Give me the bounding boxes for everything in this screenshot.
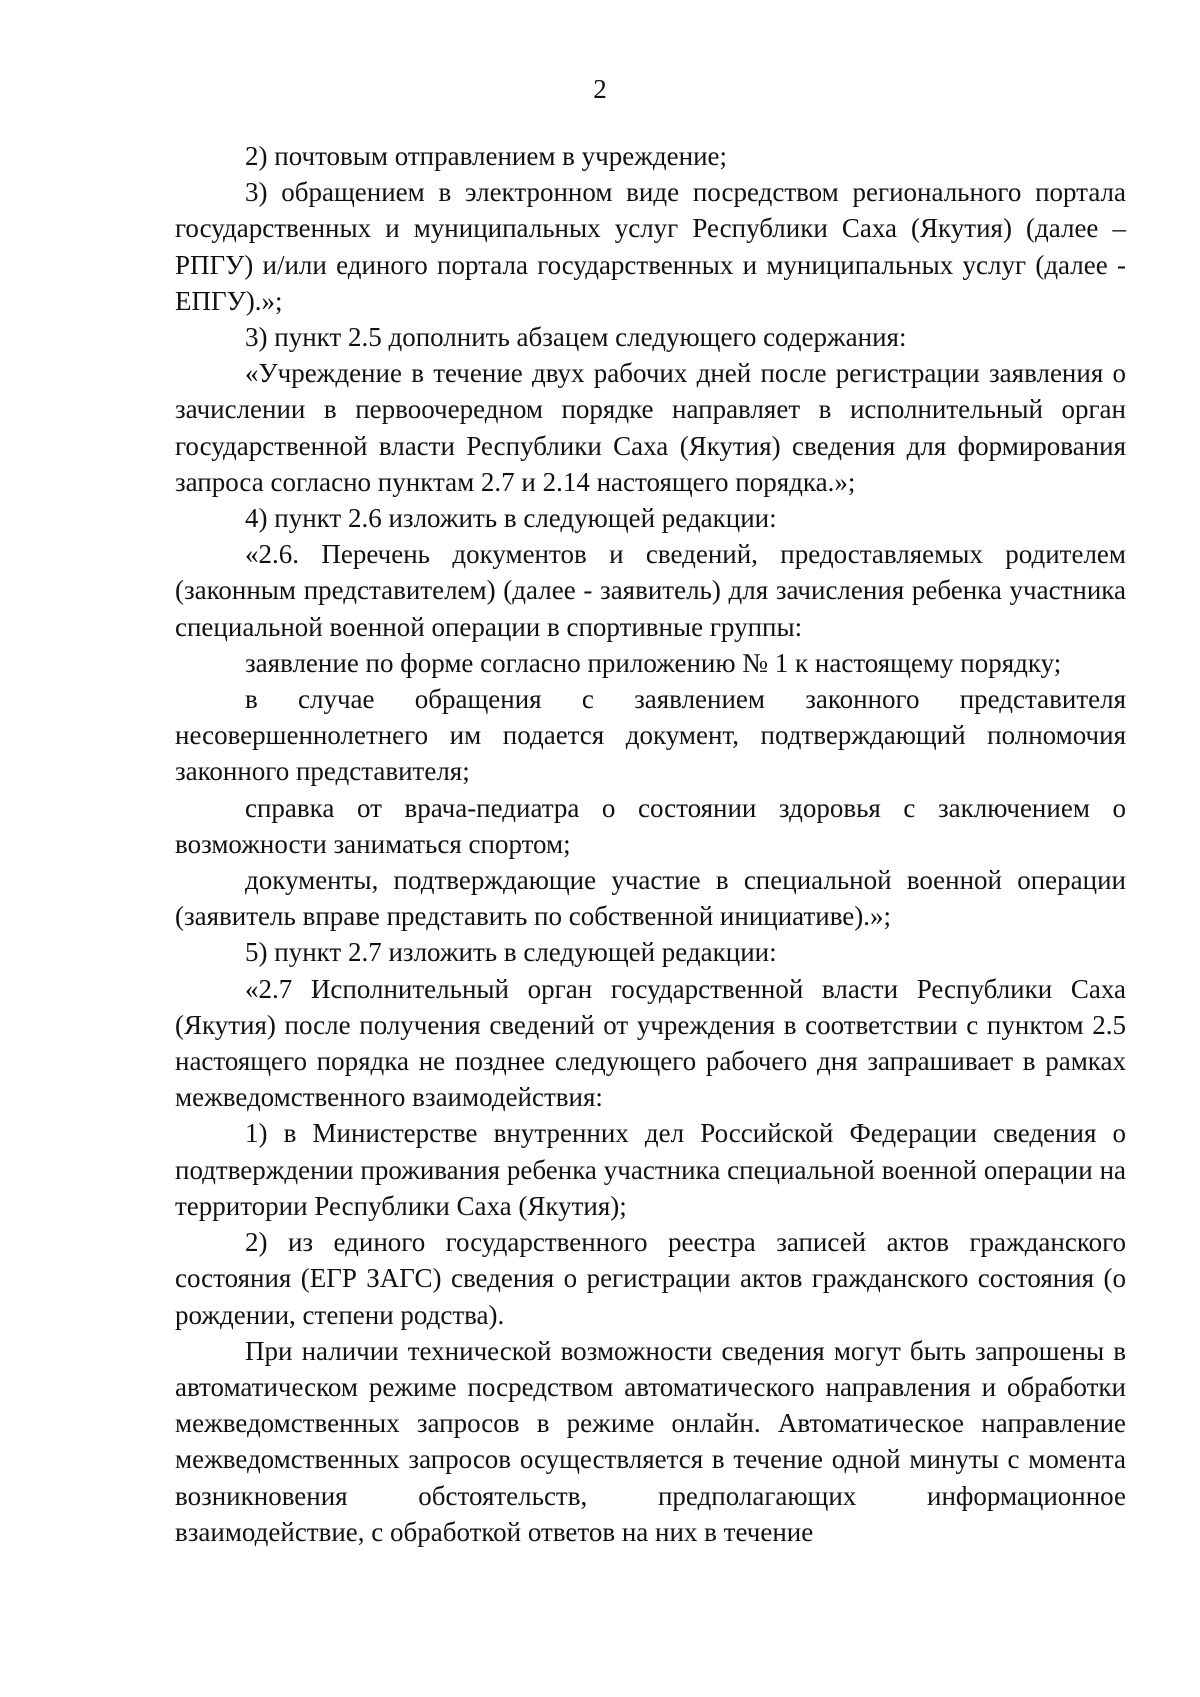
- paragraph: 3) пункт 2.5 дополнить абзацем следующего содержания:: [245, 322, 907, 353]
- paragraph: 5) пункт 2.7 изложить в следующей редакции:: [245, 937, 777, 968]
- paragraph: справка от врача-педиатра о состоянии здоровья с заключением о возможности заниматься спортом;: [175, 792, 1126, 859]
- paragraph: документы, подтверждающие участие в специальной военной операции (заявитель вправе представить по собственной инициативе).»;: [175, 865, 1126, 932]
- paragraph: 1) в Министерстве внутренних дел Российской Федерации сведения о подтверждении проживания ребенка участника специальной военной операции на территории Республики Саха (Якутия);: [175, 1118, 1126, 1221]
- page-number: 2: [593, 74, 607, 104]
- paragraph: 4) пункт 2.6 изложить в следующей редакции:: [245, 503, 777, 534]
- paragraph: заявление по форме согласно приложению № 1 к настоящему порядку;: [245, 647, 1062, 678]
- paragraph: При наличии технической возможности сведения могут быть запрошены в автоматическом режиме посредством автоматического направления и обработки межведомственных запросов в режиме онлайн. Автоматическое направление межведомственных запросов осуществляется в течение одной минуты с момента возникновения обстоятельств, предполагающих информационное взаимодействие, с обработкой ответов на них в течение: [175, 1335, 1126, 1547]
- paragraph: 2) из единого государственного реестра записей актов гражданского состояния (ЕГР ЗАГС) сведения о регистрации актов гражданского состояния (о рождении, степени родства).: [175, 1227, 1126, 1330]
- paragraph: в случае обращения с заявлением законного представителя несовершеннолетнего им подается документ, подтверждающий полномочия законного представителя;: [175, 684, 1126, 787]
- paragraph: 2) почтовым отправлением в учреждение;: [245, 141, 728, 171]
- paragraph: 3) обращением в электронном виде посредством регионального портала государственных и муниципальных услуг Республики Саха (Якутия) (далее – РПГУ) и/или единого портала государственных и муниципальных услуг (далее - ЕПГУ).»;: [175, 177, 1126, 316]
- document-body: [175, 138, 1126, 1550]
- paragraph: «2.6. Перечень документов и сведений, предоставляемых родителем (законным представителем) (далее - заявитель) для зачисления ребенка участника специальной военной операции в спортивные группы:: [175, 539, 1126, 642]
- paragraph: «Учреждение в течение двух рабочих дней после регистрации заявления о зачислении в первоочередном порядке направляет в исполнительный орган государственной власти Республики Саха (Якутия) сведения для формирования запроса согласно пунктам 2.7 и 2.14 настоящего порядка.»;: [175, 358, 1126, 497]
- paragraph: «2.7 Исполнительный орган государственной власти Республики Саха (Якутия) после получения сведений от учреждения в соответствии с пунктом 2.5 настоящего порядка не позднее следующего рабочего дня запрашивает в рамках межведомственного взаимодействия:: [175, 973, 1126, 1113]
